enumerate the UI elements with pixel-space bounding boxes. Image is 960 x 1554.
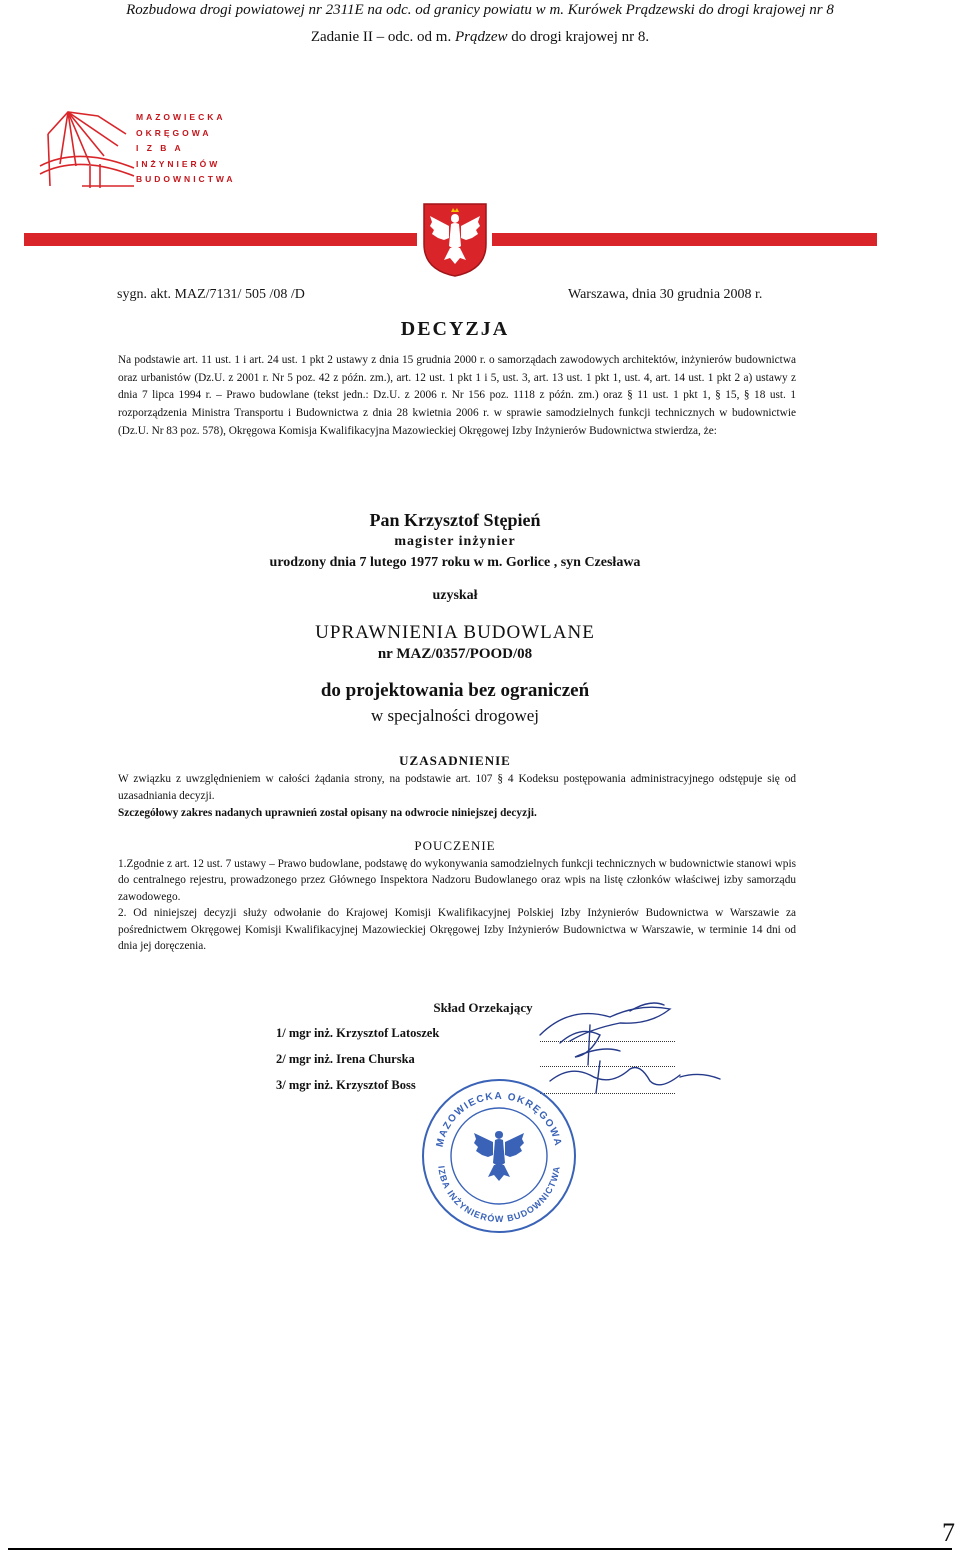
- panel-heading: Skład Orzekający: [433, 1000, 533, 1015]
- header-task-line: [0, 29, 960, 46]
- instruction-item: 1.Zgodnie z art. 12 ust. 7 ustawy – Prawo budowlane, podstawę do wykonywania samodzielnych funkcji technicznych w budownictwie stanowi wpis do centralnego rejestru, prowadzonego przez Głównego Inspektora Nadzoru Budowlanego oraz wpis na listę członków właściwej izby samorządu zawodowego.: [118, 858, 796, 903]
- panel-member: 2/ mgr inż. Irena Churska: [276, 1052, 415, 1066]
- justification-note: Szczegółowy zakres nadanych uprawnień został opisany na odwrocie niniejszej decyzji.: [118, 807, 537, 819]
- panel-member: 3/ mgr inż. Krzysztof Boss: [276, 1078, 416, 1092]
- logo-line: INŻYNIERÓW: [136, 158, 221, 169]
- eagle-emblem-icon: [420, 200, 490, 278]
- scanned-decision-document: [0, 90, 960, 1490]
- justification-text: W związku z uwzględnieniem w całości żądania strony, na podstawie art. 107 § 4 Kodeksu postępowania administracyjnego odstępuje się od uzasadniania decyzji.: [118, 773, 796, 802]
- permission-specialty: w specjalności drogowej: [370, 706, 540, 725]
- permission-number: nr MAZ/0357/POOD/08: [377, 646, 533, 662]
- instruction-paragraph: [118, 856, 796, 954]
- permission-title: UPRAWNIENIA BUDOWLANE: [315, 622, 595, 643]
- logo-line: MAZOWIECKA: [136, 112, 226, 122]
- header-project-title: Rozbudowa drogi powiatowej nr 2311E na odc. od granicy powiatu w m. Kurówek Prądzewski do drogi krajowej nr 8: [126, 2, 834, 18]
- place-and-date: Warszawa, dnia 30 grudnia 2008 r.: [568, 287, 763, 302]
- red-band-right: [492, 233, 877, 246]
- legal-basis-paragraph: [118, 352, 796, 441]
- red-band-left: [24, 233, 417, 246]
- header-task-italic: Prądzew: [454, 29, 508, 45]
- case-reference: sygn. akt. MAZ/7131/ 505 /08 /D: [117, 287, 305, 302]
- instruction-item: 2. Od niniejszej decyzji służy odwołanie do Krajowej Komisji Kwalifikacyjnej Polskiej Izby Inżynierów Budownictwa w Warszawie za pośrednictwem Okręgowej Komisji Kwalifikacyjnej Mazowieckiej Okręgowej Izby Inżynierów Budownictwa w Warszawie, w terminie 14 dni od dnia jej doręczenia.: [118, 907, 796, 953]
- panel-member: 1/ mgr inż. Krzysztof Latoszek: [276, 1026, 440, 1040]
- header-task-prefix: Zadanie II – odc. od m.: [310, 29, 455, 45]
- legal-basis-text: Na podstawie art. 11 ust. 1 i art. 24 ust. 1 pkt 2 ustawy z dnia 15 grudnia 2000 r. o samorządach zawodowych architektów, inżynierów budownictwa oraz urbanistów (Dz.U. z 2001 r. Nr 5 poz. 42 z późn. zm.), art. 12 ust. 1 pkt 1 i 5, ust. 3, art. 13 ust. 1 pkt 1, ust. 4, art. 14 ust. 1 pkt 2 a) ustawy z dnia 7 lipca 1994 r. – Prawo budowlane (tekst jedn.: Dz.U. z 2006 r. Nr 156 poz. 1118 z późn. zm.) oraz § 11 ust. 1 pkt 1, § 15, § 18 ust. 1 rozporządzenia Ministra Transportu i Budownictwa z dnia 28 kwietnia 2006 r. w sprawie samodzielnych funkcji technicznych w budownictwie (Dz.U. Nr 83 poz. 578), Okręgowa Komisja Kwalifikacyjna Mazowieckiej Okręgowej Izby Inżynierów Budownictwa stwierdza, że:: [118, 354, 796, 437]
- logo-line: I Z B A: [136, 143, 184, 153]
- obtained-label: uzyskał: [432, 588, 478, 603]
- stamp-text-top: MAZOWIECKA OKRĘGOWA: [434, 1090, 564, 1149]
- instruction-heading: POUCZENIE: [414, 838, 496, 853]
- recipient-degree: magister inżynier: [394, 534, 516, 549]
- justification-paragraph: [118, 771, 796, 822]
- logo-line: OKRĘGOWA: [136, 127, 212, 138]
- recipient-name: Pan Krzysztof Stępień: [369, 510, 541, 530]
- justification-heading: UZASADNIENIE: [399, 753, 511, 768]
- stamp-text-bottom: IZBA INŻYNIERÓW BUDOWNICTWA: [436, 1165, 562, 1225]
- logo-line: BUDOWNICTWA: [136, 174, 236, 184]
- permission-scope: do projektowania bez ograniczeń: [320, 680, 590, 701]
- document-title: DECYZJA: [400, 318, 510, 340]
- chamber-logo-text: [136, 110, 246, 188]
- recipient-birth-details: urodzony dnia 7 lutego 1977 roku w m. Gorlice , syn Czesława: [269, 555, 641, 570]
- official-stamp-icon: [418, 1075, 580, 1237]
- footer-rule: [8, 1548, 952, 1550]
- header-task-suffix: do drogi krajowej nr 8.: [507, 29, 650, 45]
- page-number: 7: [942, 1518, 955, 1547]
